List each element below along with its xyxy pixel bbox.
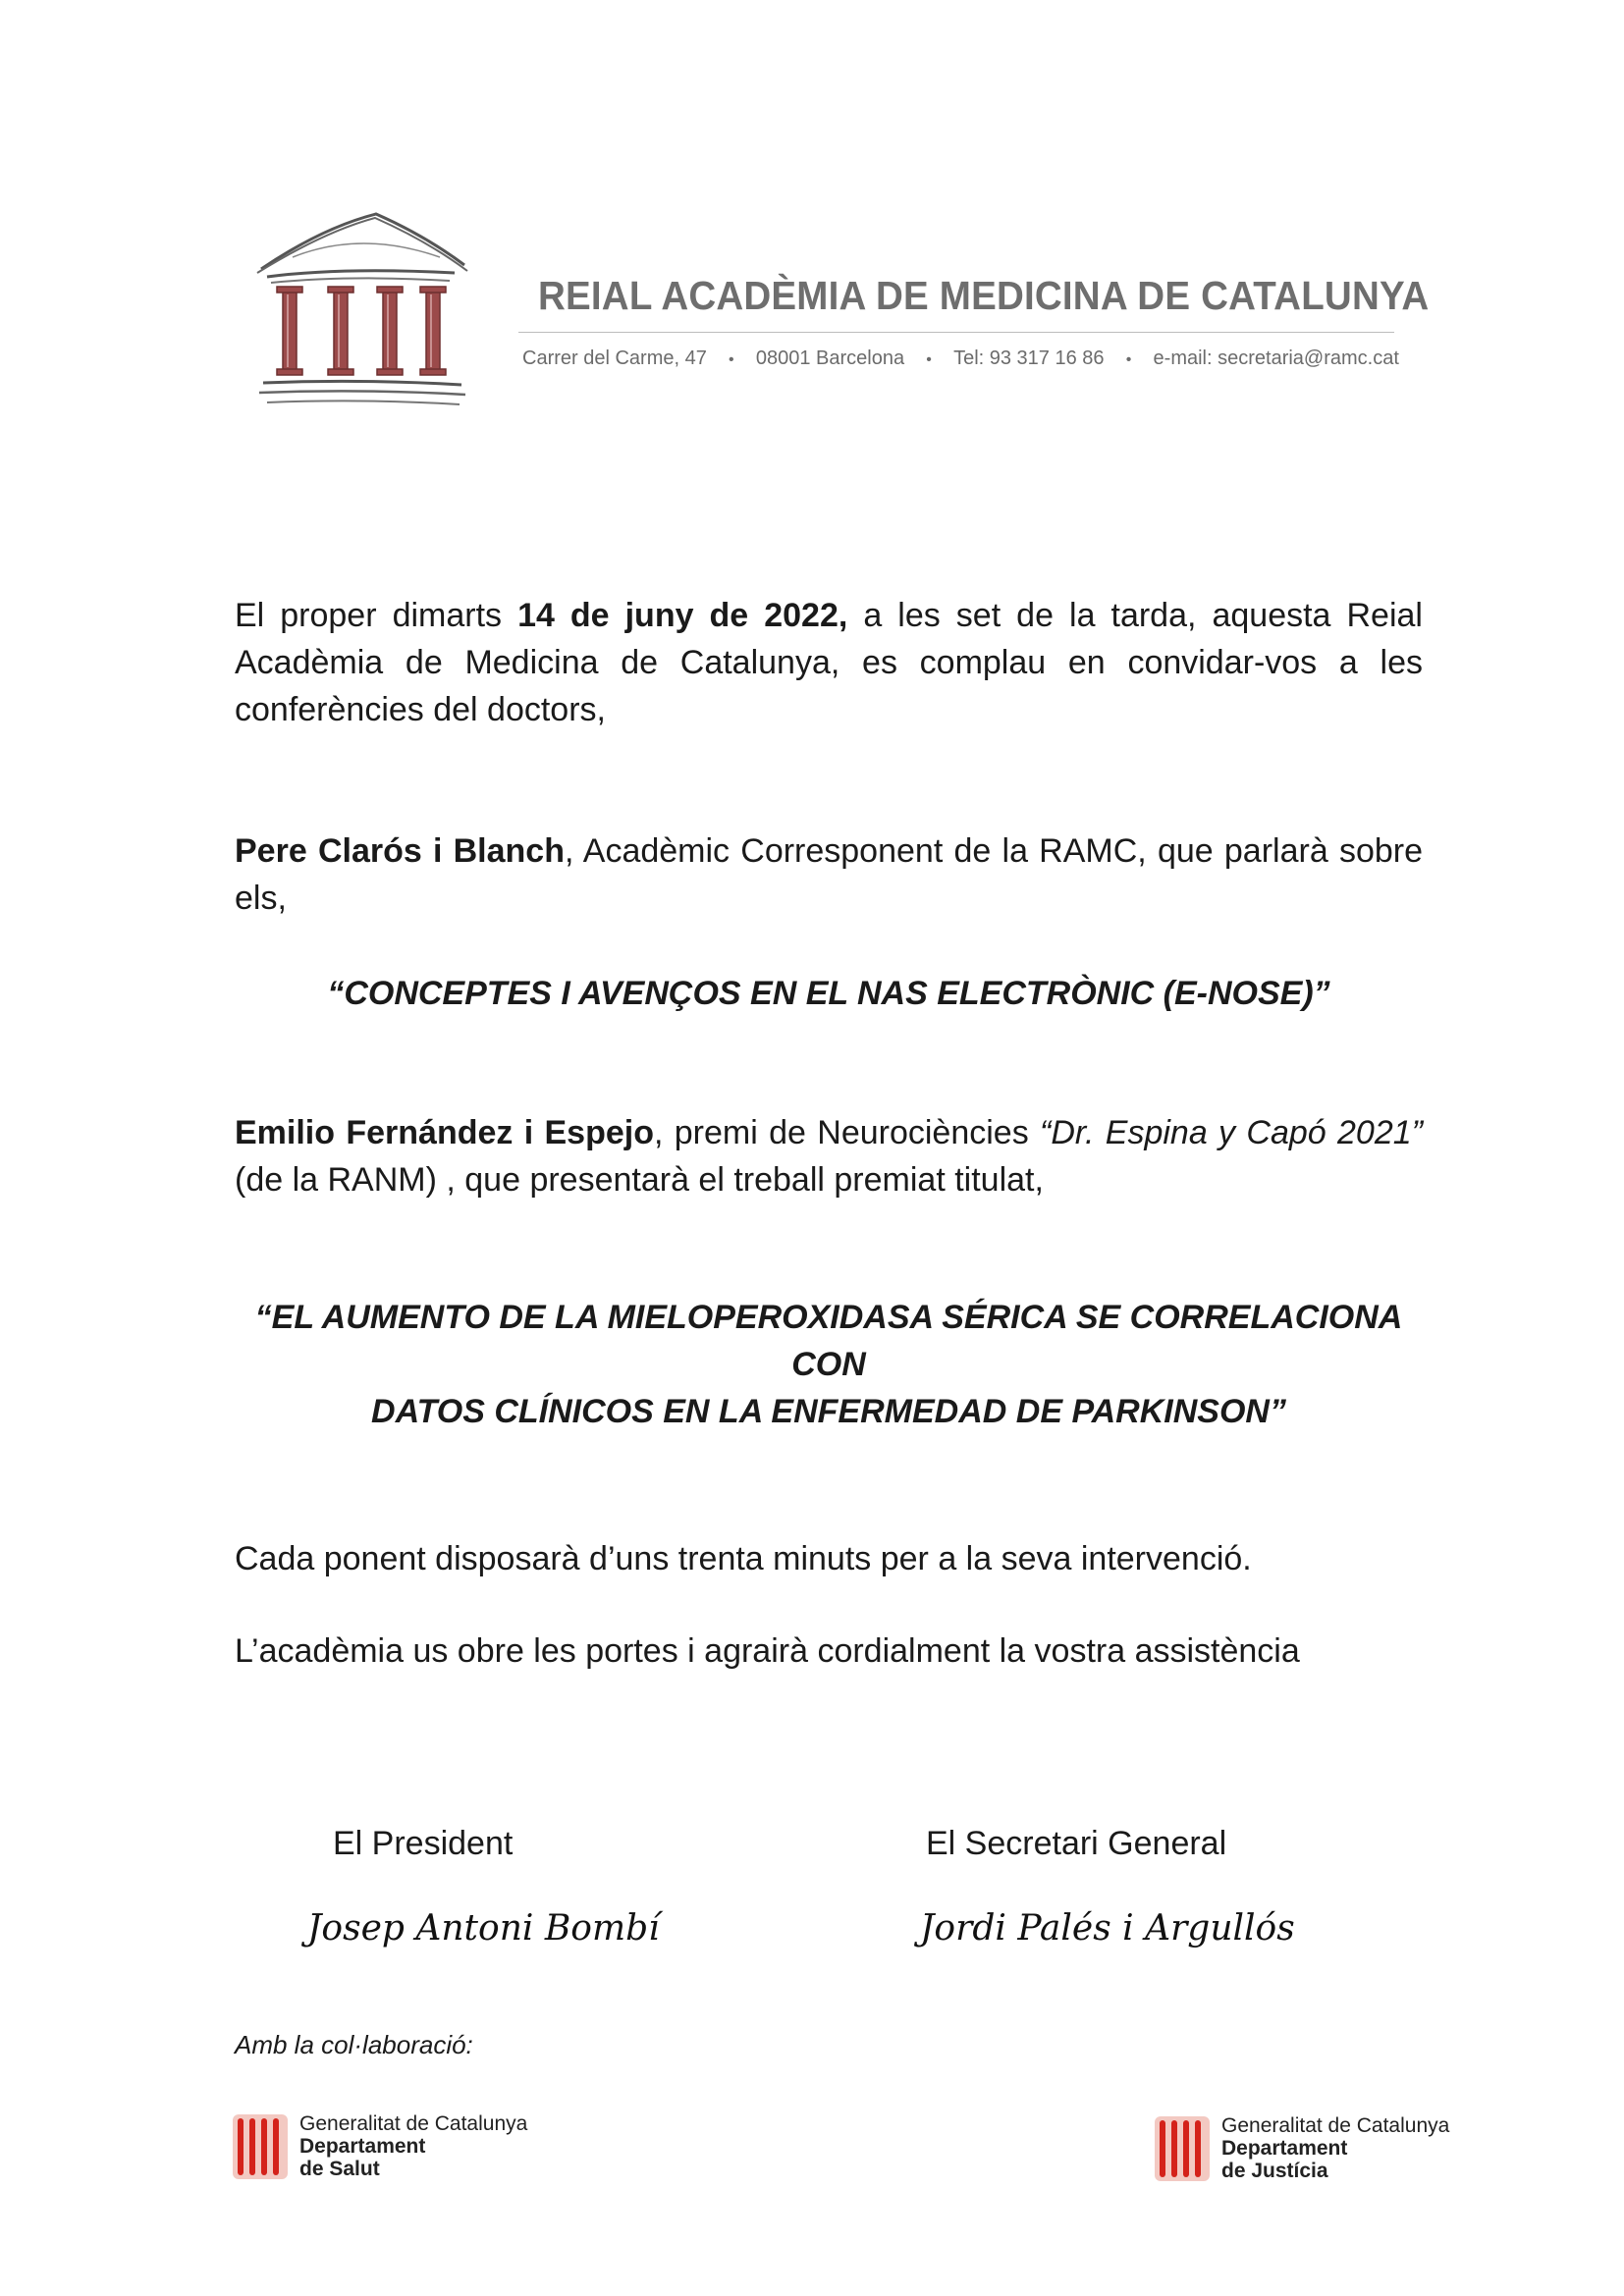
gov-logo-text: [299, 2112, 527, 2180]
speaker1-description: , Acadèmic Corresponent de la RAMC, que parlarà sobre els,: [235, 832, 1423, 917]
collaboration-label: Amb la col·laboració:: [235, 2030, 473, 2059]
speaker1-name: Pere Clarós i Blanch: [235, 832, 565, 870]
header-divider: [518, 332, 1394, 333]
department-name: de Justícia: [1221, 2160, 1328, 2182]
department-label: Departament: [299, 2135, 426, 2158]
talk2-title-line1: “EL AUMENTO DE LA MIELOPEROXIDASA SÉRICA SE CORRELACIONA CON: [254, 1299, 1403, 1383]
event-date: 14 de juny de 2022,: [517, 597, 848, 634]
speaker1-paragraph: [235, 828, 1423, 922]
catalan-flag-icon: [1155, 2116, 1210, 2181]
talk2-title: [235, 1294, 1423, 1435]
gov-name: Generalitat de Catalunya: [299, 2112, 528, 2135]
contact-phone: Tel: 93 317 16 86: [953, 347, 1105, 369]
speaker2-award: “Dr. Espina y Capó 2021”: [1040, 1114, 1423, 1151]
intro-post: a les set de la tarda, aquesta Reial Acadèmia de Medicina de Catalunya, es complau en convidar-vos a les conferències del doctors,: [235, 597, 1423, 728]
contact-email: e-mail: secretaria@ramc.cat: [1153, 347, 1399, 369]
president-signature: Josep Antoni Bombí: [307, 1908, 660, 1949]
president-role: El President: [333, 1825, 514, 1862]
academy-temple-icon: [253, 208, 469, 412]
department-name: de Salut: [299, 2158, 380, 2180]
talk1-title: “CONCEPTES I AVENÇOS EN EL NAS ELECTRÒNIC (E-NOSE)”: [327, 975, 1330, 1012]
gov-name: Generalitat de Catalunya: [1221, 2114, 1450, 2137]
academy-temple-logo: [253, 208, 469, 412]
contact-address: Carrer del Carme, 47: [522, 347, 707, 369]
catalan-flag-icon: [233, 2114, 288, 2179]
intro-pre: El proper dimarts: [235, 597, 518, 634]
gov-logo-text: [1221, 2114, 1449, 2182]
gov-logo-justicia: [1155, 2110, 1479, 2189]
contact-line: [522, 347, 1406, 370]
separator-dot: •: [1125, 351, 1132, 368]
contact-postal: 08001 Barcelona: [755, 347, 905, 369]
department-label: Departament: [1221, 2137, 1348, 2160]
secretary-role: El Secretari General: [926, 1825, 1227, 1862]
speaker2-award-intro: , premi de Neurociències: [653, 1114, 1041, 1151]
speaker2-paragraph: [235, 1109, 1423, 1203]
talk2-title-line2: DATOS CLÍNICOS EN LA ENFERMEDAD DE PARKINSON”: [371, 1393, 1286, 1430]
closing-line-welcome: L’acadèmia us obre les portes i agrairà cordialment la vostra assistència: [235, 1632, 1300, 1670]
separator-dot: •: [729, 351, 734, 368]
separator-dot: •: [926, 351, 932, 368]
speaker2-description: (de la RANM) , que presentarà el treball premiat titulat,: [235, 1161, 1044, 1199]
speaker2-name: Emilio Fernández i Espejo: [235, 1114, 654, 1151]
academy-name: REIAL ACADÈMIA DE MEDICINA DE CATALUNYA: [538, 273, 1430, 318]
gov-logo-salut: [233, 2109, 557, 2187]
secretary-signature: Jordi Palés i Argullós: [920, 1908, 1295, 1949]
intro-paragraph: [235, 592, 1423, 733]
closing-line-duration: Cada ponent disposarà d’uns trenta minuts per a la seva intervenció.: [235, 1540, 1252, 1577]
